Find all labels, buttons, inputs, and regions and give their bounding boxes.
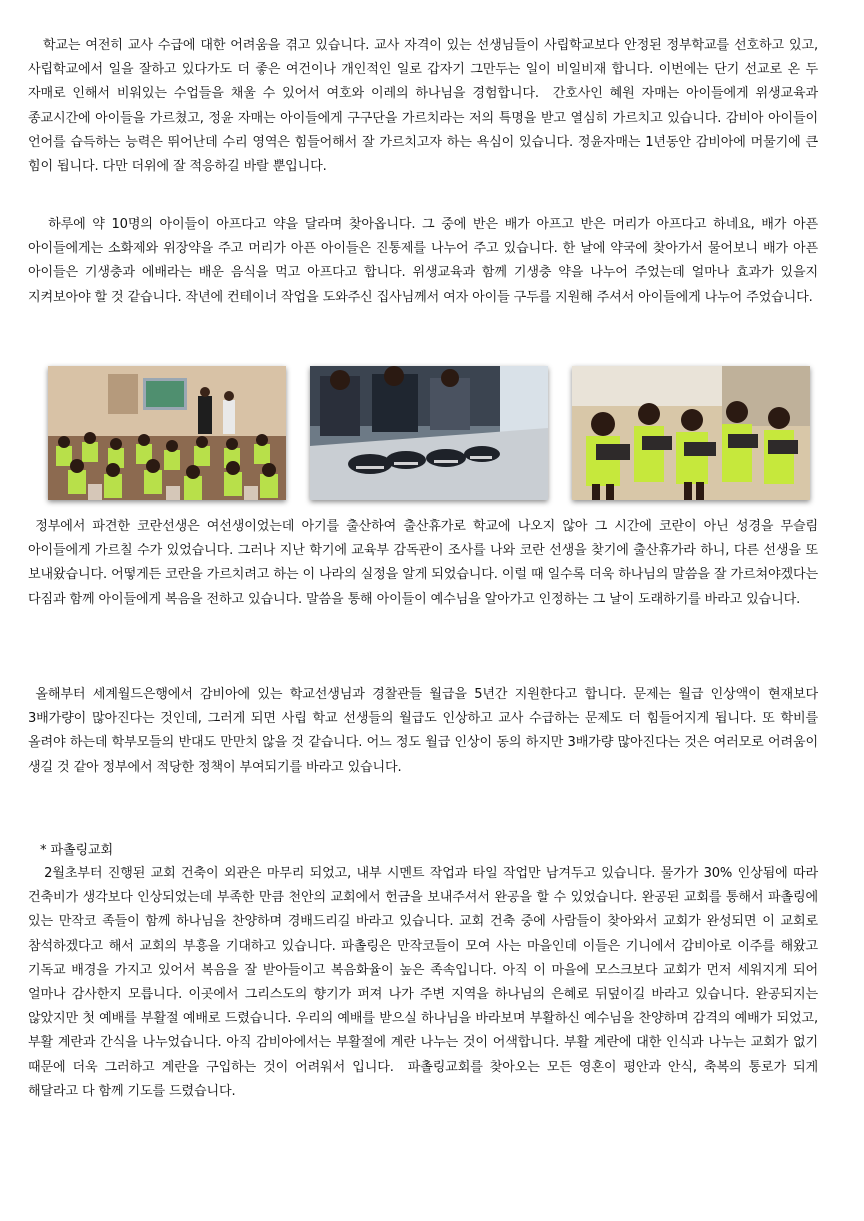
photo-shoes-on-desk [310,366,548,500]
paragraph-pacholing-church: 2월초부터 진행된 교회 건축이 외관은 마무리 되었고, 내부 시멘트 작업과 타일 작업만 남겨두고 있습니다. 물가가 30% 인상됨에 따라 건축비가 생각보다 인상되었는데 부족한 만큼 천안의 교회에서 헌금을 보내주셔서 완공을 할 수 있었습니다. 완공된 교회를 통해서 파촐링에 있는 만작코 족들이 함께 하나님을 찬양하며 경배드리길 바라고 있습니다. 교회 건축 중에 사람들이 찾아와서 교회가 완성되면 이 교회로 참석하겠다고 해서 교회의 부흥을 기대하고 있습니다. 파촐링은 만작코들이 모여 사는 마을인데 이들은 기니에서 감비아로 이주를 해왔고 기독교 배경을 가지고 있어서 복음을 잘 받아들이고 복음화율이 높은 족속입니다. 아직 이 마을에 모스크보다 교회가 먼저 세워지게 되어 얼마나 감사한지 모릅니다. 이곳에서 그리스도의 향기가 퍼져 나가 주변 지역을 하나님의 은혜로 뒤덮이길 바라고 있습니다. 완공되지는 않았지만 첫 예배를 부활절 예배로 드렸습니다. 우리의 예배를 받으실 하나님을 바라보며 부활하신 예수님을 찬양하며 감격의 예배가 되었고, 부활 계란과 간식을 나누었습니다. 아직 감비아에서는 부활절에 계란 나누는 것이 어색합니다. 부활 계란에 대한 인식과 나누는 교회가 없기 때문에 더욱 그러하고 계란을 구입하는 것이 어려워서 입니다. 파촐링교회를 찾아오는 모든 영혼이 평안과 안식, 축복의 통로가 되게 해달라고 다 함께 기도를 드렸습니다. [28,866,823,1099]
classroom-photo-image [48,366,286,500]
photo-row [46,366,810,504]
section-heading-pacholing-church: * 파촐링교회 [28,843,113,858]
shoes-photo-image [310,366,548,500]
paragraph-koran-teacher: 정부에서 파견한 코란선생은 여선생이었는데 아기를 출산하여 출산휴가로 학교에 나오지 않아 그 시간에 코란이 아닌 성경을 무슬림 아이들에게 가르칠 수가 있었습니다. 그러나 지난 학기에 교육부 감독관이 조사를 나와 코란 선생을 찾기에 출산휴가라 하니, 다른 선생을 또 보내왔습니다. 어떻게든 코란을 가르치려고 하는 이 나라의 실정을 알게 되었습니다. 이럴 때 일수록 더욱 하나님의 말씀을 잘 가르쳐야겠다는 다짐과 함께 아이들에게 복음을 전하고 있습니다. 말씀을 통해 아이들이 예수님을 알아가고 인정하는 그 날이 도래하기를 바라고 있습니다. [28,519,823,607]
children-photo-image [572,366,810,500]
paragraph-sick-children: 하루에 약 10명의 아이들이 아프다고 약을 달라며 찾아옵니다. 그 중에 반은 배가 아프고 반은 머리가 아프다고 하네요, 배가 아픈 아이들에게는 소화제와 위장약을 주고 머리가 아픈 아이들은 진통제를 나누어 주고 있습니다. 한 날에 약국에 찾아가서 물어보니 배가 아픈 아이들은 기생충과 에배라는 배운 음식을 먹고 아프다고 합니다. 위생교육과 함께 기생충 약을 나누어 주었는데 얼마나 효과가 있을지 지켜보아야 할 것 같습니다. 작년에 컨테이너 작업을 도와주신 집사님께서 여자 아이들 구두를 지원해 주셔서 아이들에게 나누어 주었습니다. [28,217,823,305]
paragraph-teacher-shortage: 학교는 여전히 교사 수급에 대한 어려움을 겪고 있습니다. 교사 자격이 있는 선생님들이 사립학교보다 안정된 정부학교를 선호하고 있고, 사립학교에서 일을 잘하고 있다가도 더 좋은 여건이나 개인적인 일로 갑자기 그만두는 일이 비일비재 합니다. 이번에는 단기 선교로 온 두 자매로 인해서 비워있는 수업들을 채울 수 있어서 여호와 이레의 하나님을 경험합니다. 간호사인 혜원 자매는 아이들에게 위생교육과 종교시간에 아이들을 가르쳤고, 정윤 자매는 아이들에게 구구단을 가르치라는 저의 특명을 받고 열심히 가르치고 있습니다. 감비아 아이들이 언어를 습득하는 능력은 뛰어난데 수리 영역은 힘들어해서 잘 가르치고자 하는 욕심이 있습니다. 정윤자매는 1년동안 감비아에 머물기에 큰 힘이 됩니다. 다만 더위에 잘 적응하길 바랄 뿐입니다. [28,38,823,175]
paragraph-salary-support: 올해부터 세계월드은행에서 감비아에 있는 학교선생님과 경찰관들 월급을 5년간 지원한다고 합니다. 문제는 월급 인상액이 현재보다 3배가량이 많아진다는 것인데, 그러게 되면 사립 학교 선생들의 월급도 인상하고 교사 수급하는 문제도 더 힘들어지게 됩니다. 또 학비를 올려야 하는데 학부모들의 반대도 만만치 않을 것 같습니다. 어느 정도 월급 인상이 동의 하지만 3배가량 많아진다는 것은 여러모로 어려움이 생길 것 같아 정부에서 적당한 정책이 부여되기를 바라고 있습니다. [28,687,823,775]
photo-children-with-shoe-boxes [572,366,810,500]
photo-classroom-lesson [48,366,286,500]
